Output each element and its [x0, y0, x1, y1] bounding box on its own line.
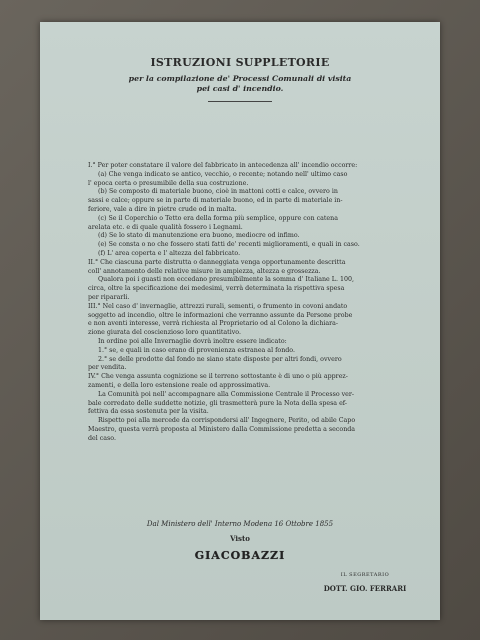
text-line: per ripararli.: [88, 293, 130, 301]
text-line: arelata etc. e di quale qualità fossero i Legnami.: [88, 223, 243, 231]
title-divider: [208, 101, 272, 102]
text-line: (d) Se lo stato di manutenzione era buono, mediocre od infimo.: [98, 232, 300, 240]
text-line: e non aventi interesse, verrà richiesta al Proprietario od al Colono la dichiara-: [88, 320, 339, 328]
secretary-title: IL SEGRETARIO: [340, 572, 390, 578]
text-line: 1.° se, e quali in caso erano di provenienza estranea al fondo.: [98, 346, 295, 354]
text-line: II.° Che ciascuna parte distrutta o danneggiata venga opportunamente descritta: [88, 258, 346, 266]
text-line: per vendita.: [88, 364, 127, 372]
subtitle-line-2: pei casi d' incendio.: [196, 84, 284, 93]
subtitle-line-1: per la compilazione de' Processi Comunali di visita: [128, 74, 352, 83]
text-line: bale corredato delle suddette notizie, gli trasmetterà pure la Nota della spesa ef-: [88, 399, 348, 407]
text-line: sassi e calce; oppure se in parte di materiale buono, ed in parte di materiale in-: [88, 197, 343, 205]
minister-signature: GIACOBAZZI: [194, 549, 286, 562]
text-line: circa, oltre la specificazione dei medesimi, verrà determinata la rispettiva spesa: [88, 285, 345, 293]
text-line: (b) Se composto di materiale buono, cioè in mattoni cotti e calce, ovvero in: [98, 188, 338, 196]
text-line: (c) Se il Coperchio o Tetto era della forma più semplice, oppure con catena: [98, 214, 338, 222]
document-subtitle: [40, 74, 440, 94]
text-line: Qualora poi i guasti non eccedano presumibilmente la somma d' Italiane L. 100,: [98, 276, 354, 284]
visto-label: Visto: [230, 534, 250, 543]
document-sheet: [40, 22, 440, 620]
text-line: I.° Per poter constatare il valore del fabbricato in antecedenza all' incendio occorre:: [88, 162, 358, 169]
text-line: l' epoca certa o presumibile della sua costruzione.: [88, 179, 249, 187]
text-line: zione giurata del coscienzioso loro quantitativo.: [88, 329, 241, 337]
text-line: IV.° Che venga assunta cognizione se il terreno sottostante è di uno o più apprez-: [88, 373, 348, 381]
text-line: zamenti, e della loro estensione reale od approssimativa.: [88, 381, 271, 389]
text-line: 2.° se delle prodotte dal fondo ne siano state disposte per altri fondi, ovvero: [98, 355, 342, 363]
document-title: ISTRUZIONI SUPPLETORIE: [150, 56, 330, 69]
text-line: Maestro, questa verrà proposta al Ministero dalla Commissione predetta a seconda: [88, 425, 356, 433]
text-line: del caso.: [88, 434, 116, 442]
ministry-date-line: Dal Ministero dell' Interno Modena 16 Ottobre 1855: [146, 520, 334, 528]
secretary-name: DOTT. GIO. FERRARI: [323, 584, 407, 593]
text-line: (e) Se consta o no che fossero stati fatti de' recenti miglioramenti, e quali in caso.: [98, 241, 360, 249]
text-line: Rispetto poi alla mercede da corrispondersi all' Ingegnere, Perito, od abile Capo: [98, 417, 356, 425]
text-line: (f) L' area coperta e l' altezza del fabbricato.: [98, 249, 241, 257]
text-line: In ordine poi alle Invernaglie dovrà inoltre essere indicato:: [98, 337, 287, 345]
text-line: (a) Che venga indicato se antico, vecchio, o recente; notando nell' ultimo caso: [98, 170, 348, 178]
text-line: fettiva da essa sostenuta per la visita.: [88, 408, 209, 416]
text-line: soggetto ad incendio, oltre le informazioni che verranno assunte da Persone probe: [88, 311, 353, 319]
text-line: coll' annotamento delle relative misure in ampiezza, altezza e grossezza.: [88, 267, 321, 275]
text-line: La Comunità poi nell' accompagnare alla Commissione Centrale il Processo ver-: [98, 390, 355, 398]
instructions-body: [88, 162, 406, 444]
text-line: feriore, vale a dire in pietre crude od in malta.: [88, 205, 237, 213]
text-line: III.° Nel caso d' invernaglie, attrezzi rurali, sementi, o frumento in covoni andato: [88, 302, 348, 310]
